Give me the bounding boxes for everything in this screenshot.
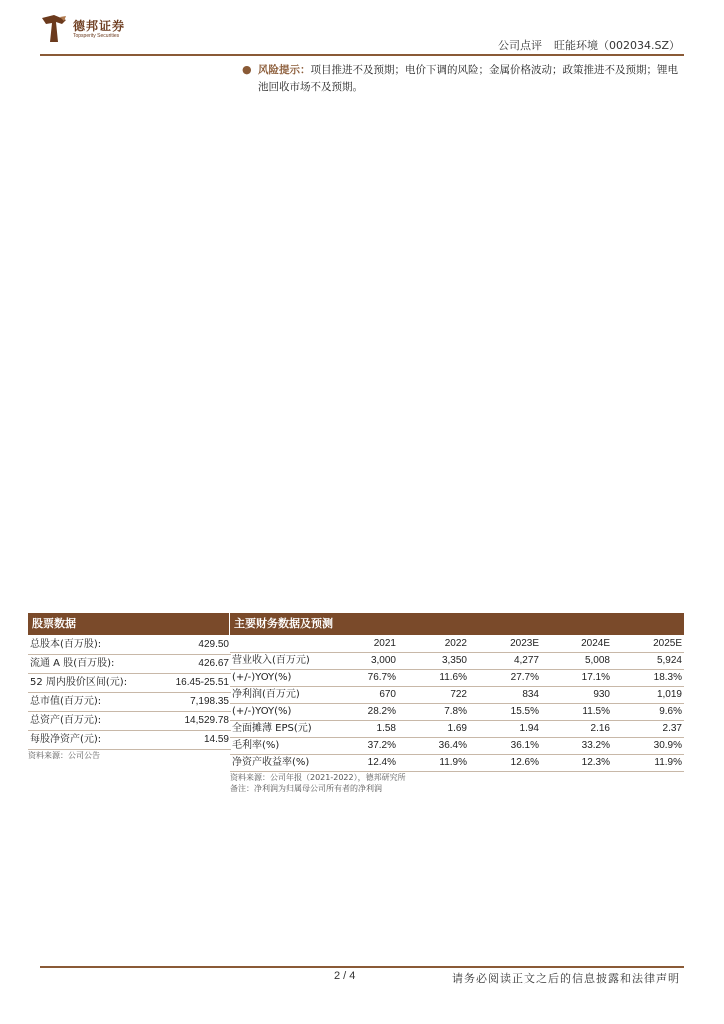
page-header xyxy=(0,0,724,55)
financials-table xyxy=(230,636,684,794)
risk-label: 风险提示： xyxy=(258,64,311,76)
financials-source: 资料来源：公司年报（2021-2022），德邦研究所 xyxy=(230,773,406,782)
logo-text-en: Topsperity Securities xyxy=(73,33,120,39)
risk-warning xyxy=(242,62,687,96)
risk-text: 项目推进不及预期；电价下调的风险；金属价格波动；政策推进不及预期；锂电池回收市场不及预期。 xyxy=(258,64,678,93)
table-row: 流通 A 股(百万股): 426.67 xyxy=(28,655,231,674)
table-row: (+/-)YOY(%) 76.7% 11.6% 27.7% 17.1% 18.3% xyxy=(230,670,684,687)
doc-type: 公司点评 xyxy=(497,39,542,52)
table-row: 净利润(百万元) 670 722 834 930 1,019 xyxy=(230,687,684,704)
table-row: 52 周内股价区间(元): 16.45-25.51 xyxy=(28,674,231,693)
logo-mark-icon xyxy=(40,14,68,44)
table-row: 总股本(百万股): 429.50 xyxy=(28,636,231,655)
stock-data-title: 股票数据 xyxy=(28,613,229,635)
financials-note: 备注：净利润为归属母公司所有者的净利润 xyxy=(230,784,382,793)
company-ticker: 旺能环境（002034.SZ） xyxy=(553,39,680,52)
company-logo xyxy=(40,14,160,46)
logo-text-cn: 德邦证券 xyxy=(73,19,126,33)
table-row: 净资产收益率(%) 12.4% 11.9% 12.6% 12.3% 11.9% xyxy=(230,755,684,772)
header-divider xyxy=(40,54,684,56)
table-row: 全面摊薄 EPS(元) 1.58 1.69 1.94 2.16 2.37 xyxy=(230,721,684,738)
table-row: 营业收入(百万元) 3,000 3,350 4,277 5,008 5,924 xyxy=(230,653,684,670)
bullet-icon: ● xyxy=(242,63,252,76)
stock-data-table xyxy=(28,636,231,761)
table-row: 总市值(百万元): 7,198.35 xyxy=(28,693,231,712)
table-row: 毛利率(%) 37.2% 36.4% 36.1% 33.2% 30.9% xyxy=(230,738,684,755)
table-header-row: 2021 2022 2023E 2024E 2025E xyxy=(230,636,684,653)
financials-title: 主要财务数据及预测 xyxy=(230,613,684,635)
legal-disclaimer: 请务必阅读正文之后的信息披露和法律声明 xyxy=(452,972,680,985)
footer-divider xyxy=(40,966,684,968)
page-number: 2 / 4 xyxy=(334,970,356,982)
report-header-info xyxy=(498,37,680,53)
table-row: 总资产(百万元): 14,529.78 xyxy=(28,712,231,731)
stock-data-source: 资料来源：公司公告 xyxy=(28,751,100,760)
table-row: 每股净资产(元): 14.59 xyxy=(28,731,231,750)
table-row: (+/-)YOY(%) 28.2% 7.8% 15.5% 11.5% 9.6% xyxy=(230,704,684,721)
